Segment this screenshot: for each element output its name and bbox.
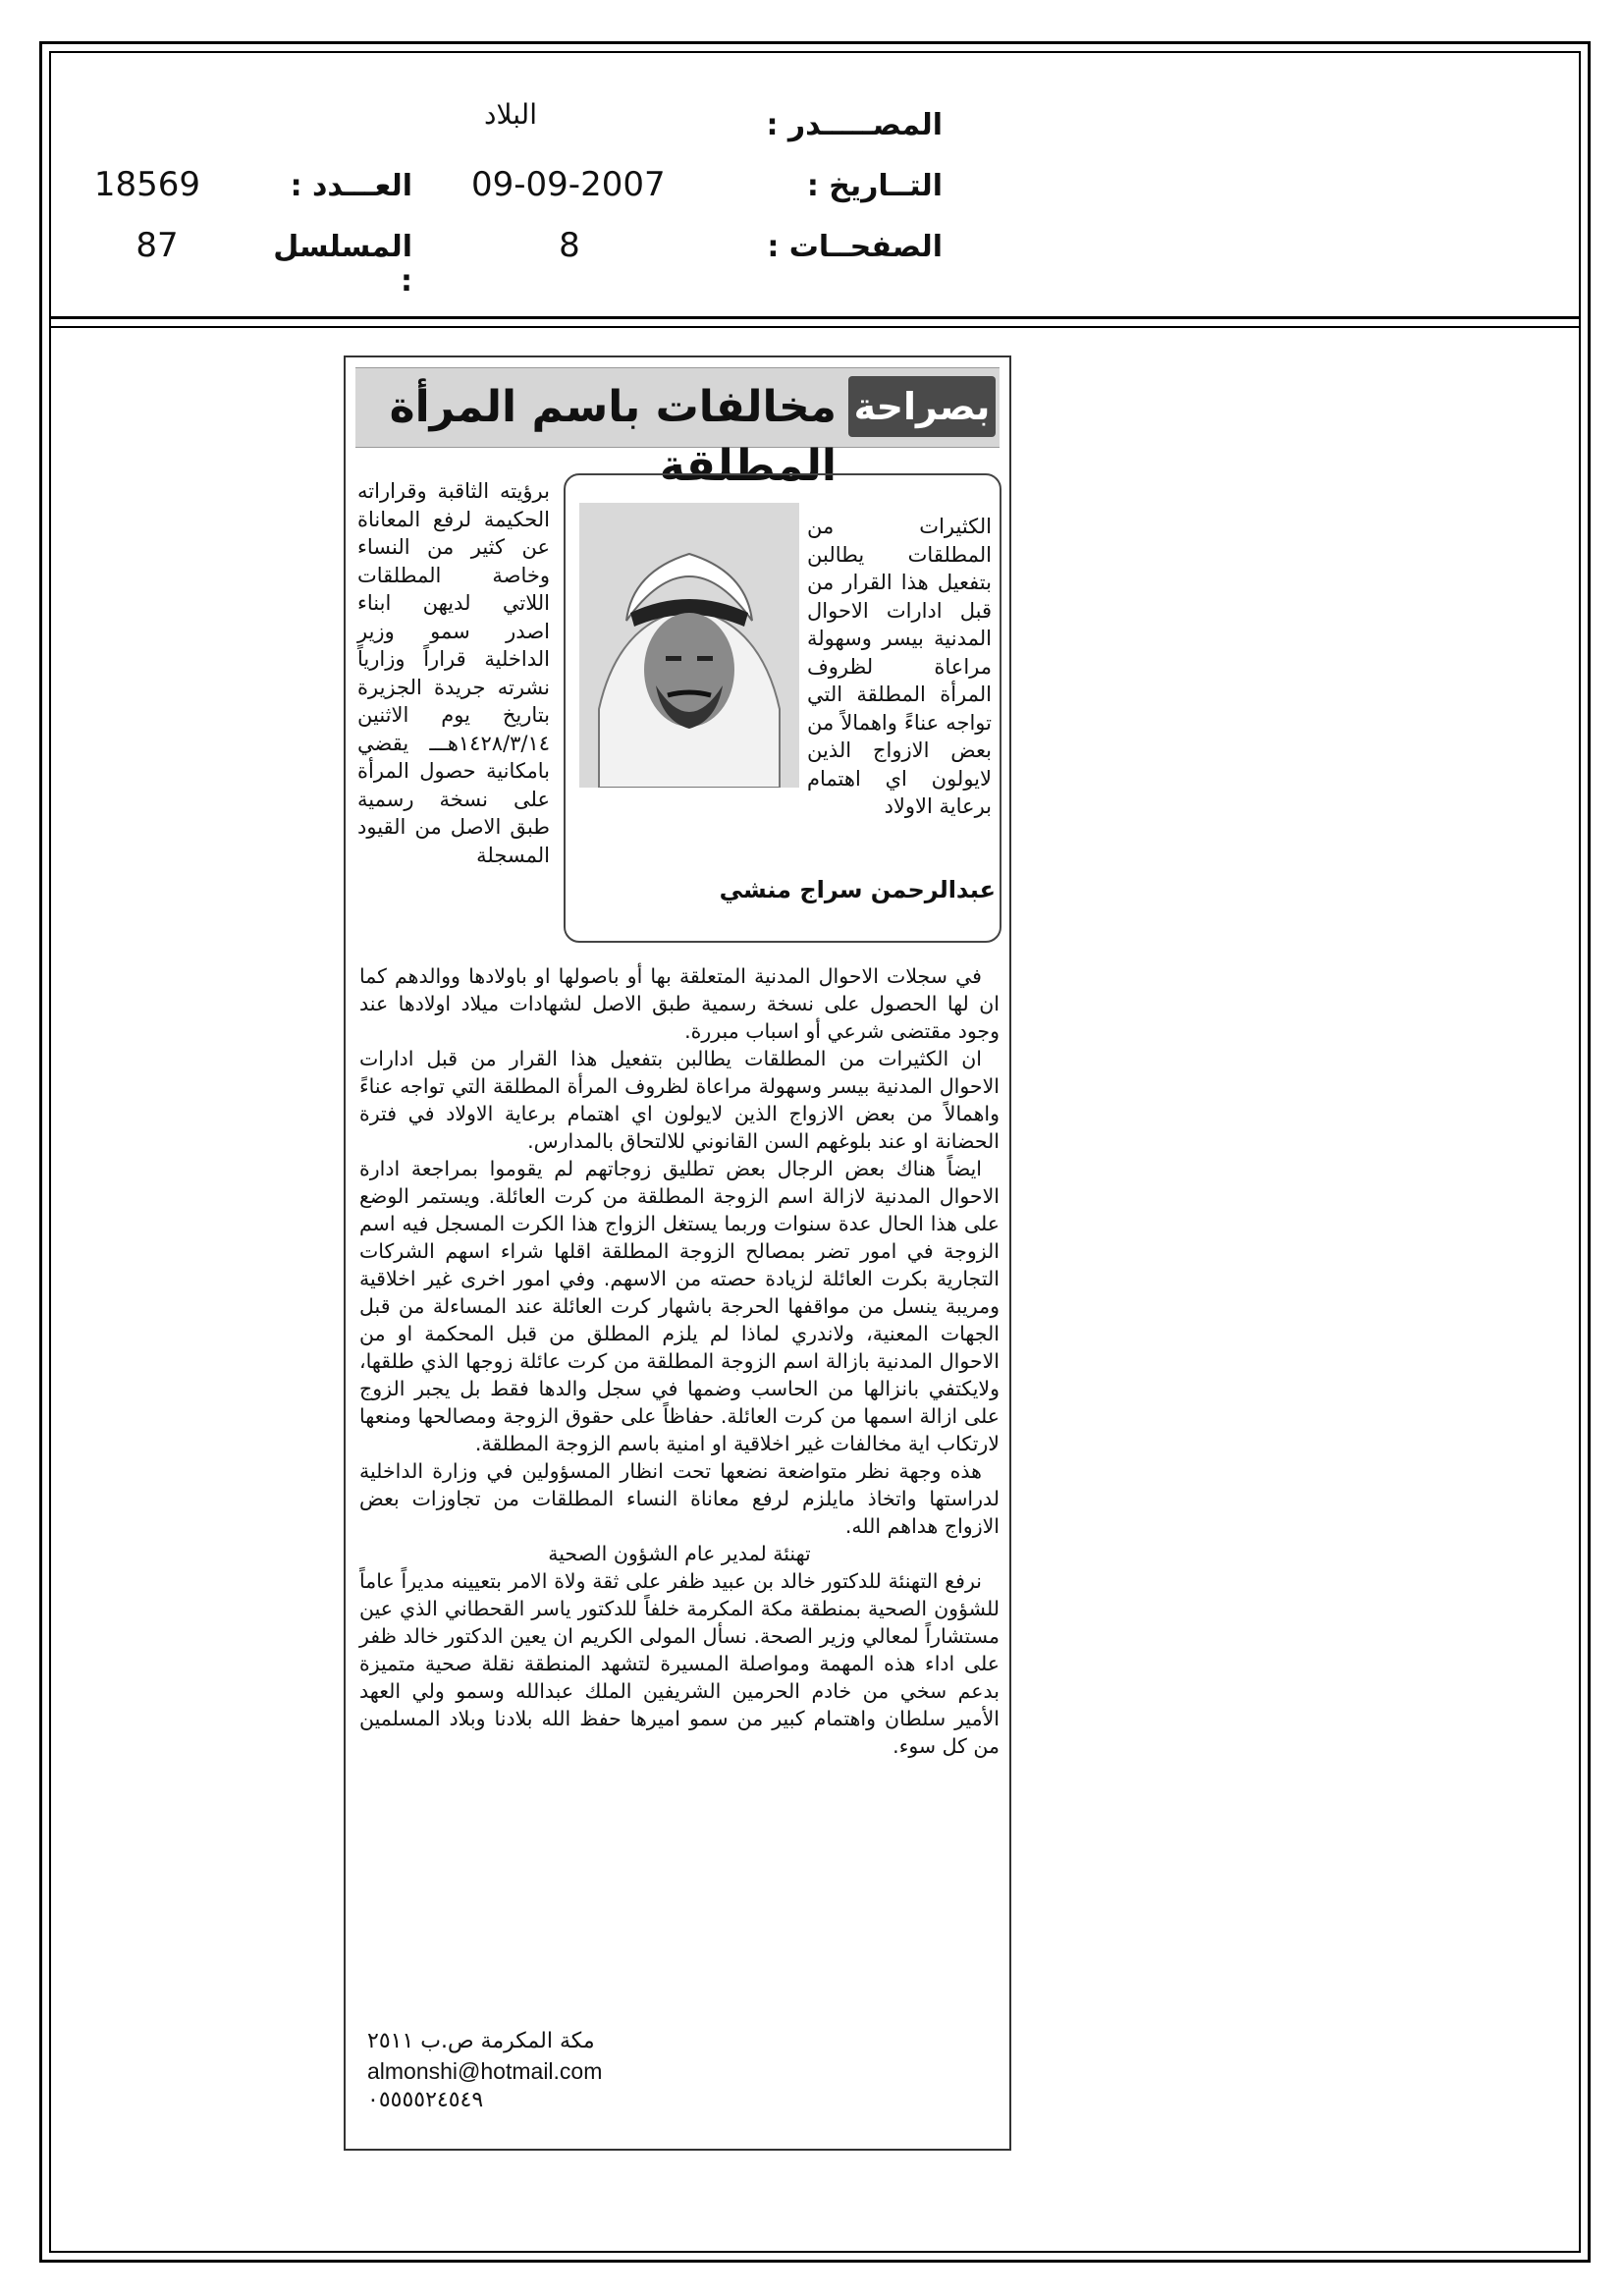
body-paragraph: ايضاً هناك بعض الرجال بعض تطليق زوجاتهم لم يقوموا بمراجعة ادارة الاحوال المدنية لازالة اسم الزوجة المطلقة من كرت العائلة. ويستمر الوضع على هذا الحال عدة سنوات وربما يستغل الزواج هذا الكرت المسجل فيه اسم الزوجة في امور تضر بمصالح الزوجة المطلقة اقلها شراء اسهم الشركات التجارية بكرت العائلة لزيادة حصته من الاسهم. وفي امور اخرى غير اخلاقية ومريبة ينسل من مواقفها الحرجة باشهار كرت العائلة عند المساءلة من قبل الجهات المعنية، ولاندري لماذا لم يلزم المطلق من قبل المحكمة او من الاحوال المدنية بازالة اسم الزوجة المطلقة من كرت عائلة زوجها الذي طلقها، ولايكتفي بانزالها من الحاسب وضمها في سجل والدها فقط بل يجبر الزوج على ازالة اسمها من كرت العائلة. حفاظاً على حقوق الزوجة ومصالحها ومنعها لارتكاب اية مخالفات غير اخلاقية او امنية باسم الزوجة المطلقة. (359, 1157, 1000, 1455)
header-divider-inner (49, 326, 1581, 328)
source-label: المصـــــدر : (766, 108, 943, 142)
headline-band (355, 367, 1000, 491)
author-portrait-image (579, 503, 799, 788)
article-body (359, 962, 1000, 1760)
section-subheading: تهنئة لمدير عام الشؤون الصحية (548, 1542, 811, 1565)
author-phone: ٠٥٥٥٥٢٤٥٤٩ (367, 2088, 484, 2112)
intro-column: برؤيته الثاقبة وقراراته الحكيمة لرفع المعاناة عن كثير من النساء وخاصة المطلقات اللاتي لديهن ابناء اصدر سمو وزير الداخلية قراراً وزارياً نشرته جريدة الجزيرة بتاريخ يوم الاثنين ١٤٢٨/٣/١٤هـــ يقضي بامكانية حصول المرأة على نسخة رسمية طبق الاصل من القيود المسجلة (357, 479, 550, 867)
serial-label: المسلسل : (273, 230, 412, 299)
header-divider (49, 316, 1581, 319)
body-paragraph: هذه وجهة نظر متواضعة نضعها تحت انظار المسؤولين في وزارة الداخلية لدراستها واتخاذ مايلزم لرفع معاناة النساء المطلقات من تجاوزات بعض الازواج هداهم الله. (359, 1459, 1000, 1538)
body-paragraph: نرفع التهنئة للدكتور خالد بن عبيد ظفر على ثقة ولاة الامر بتعيينه مديراً عاماً للشؤون الصحية بمنطقة مكة المكرمة خلفاً للدكتور ياسر القحطاني الذي عين مستشاراً لمعالي وزير الصحة. نسأل المولى الكريم ان يعين الدكتور خالد ظفر على اداء هذه المهمة ومواصلة المسيرة لتشهد المنطقة نقلة صحية متميزة بدعم سخي من خادم الحرمين الشريفين الملك عبدالله وسمو ولي العهد الأمير سلطان واهتمام كبير من سمو اميرها حفظ الله بلادنا وبلاد المسلمين من كل سوء. (359, 1569, 1000, 1758)
author-photo (579, 503, 799, 788)
issue-label: العـــدد : (290, 169, 412, 203)
column-tag: بصراحة (848, 376, 996, 437)
postal-address: مكة المكرمة ص.ب ٢٥١١ (367, 2029, 595, 2053)
body-paragraph: في سجلات الاحوال المدنية المتعلقة بها أو باصولها او باولادها ووالدهم كما ان لها الحصول على نسخة رسمية طبق الاصل لشهادات ميلاد اولادها عند وجود مقتضى شرعي أو اسباب مبررة. (359, 964, 1000, 1043)
newspaper-clipping (344, 355, 1011, 2151)
author-name: عبدالرحمن سراج منشي (719, 876, 996, 903)
issue-value: 18569 (93, 165, 201, 204)
author-email: almonshi@hotmail.com (367, 2058, 603, 2084)
body-paragraph: ان الكثيرات من المطلقات يطالبن بتفعيل هذا القرار من قبل ادارات الاحوال المدنية بيسر وسهولة مراعاة لظروف المرأة المطلقة التي تواجه عناءً واهمالاً من بعض الازواج الذين لايولون اي اهتمام برعاية الاولاد في فترة الحضانة او عند بلوغهم السن القانوني للالتحاق بالمدارس. (359, 1047, 1000, 1153)
author-contact (367, 2027, 681, 2115)
date-label: التــاريخ : (806, 169, 943, 203)
article-headline: مخالفات باسم المرأة المطلقة (389, 382, 837, 491)
serial-value: 87 (135, 226, 179, 265)
pull-quote-text: الكثيرات من المطلقات يطالبن بتفعيل هذا القرار من قبل ادارات الاحوال المدنية بيسر وسهولة مراعاة لظروف المرأة المطلقة التي تواجه عناءً واهمالاً من بعض الازواج الذين لايولون اي اهتمام برعاية الاولاد (807, 515, 992, 818)
pages-label: الصفحــات : (767, 230, 943, 264)
pages-value: 8 (559, 226, 580, 265)
date-value: 09-09-2007 (471, 165, 666, 204)
source-value: البلاد (484, 98, 537, 131)
